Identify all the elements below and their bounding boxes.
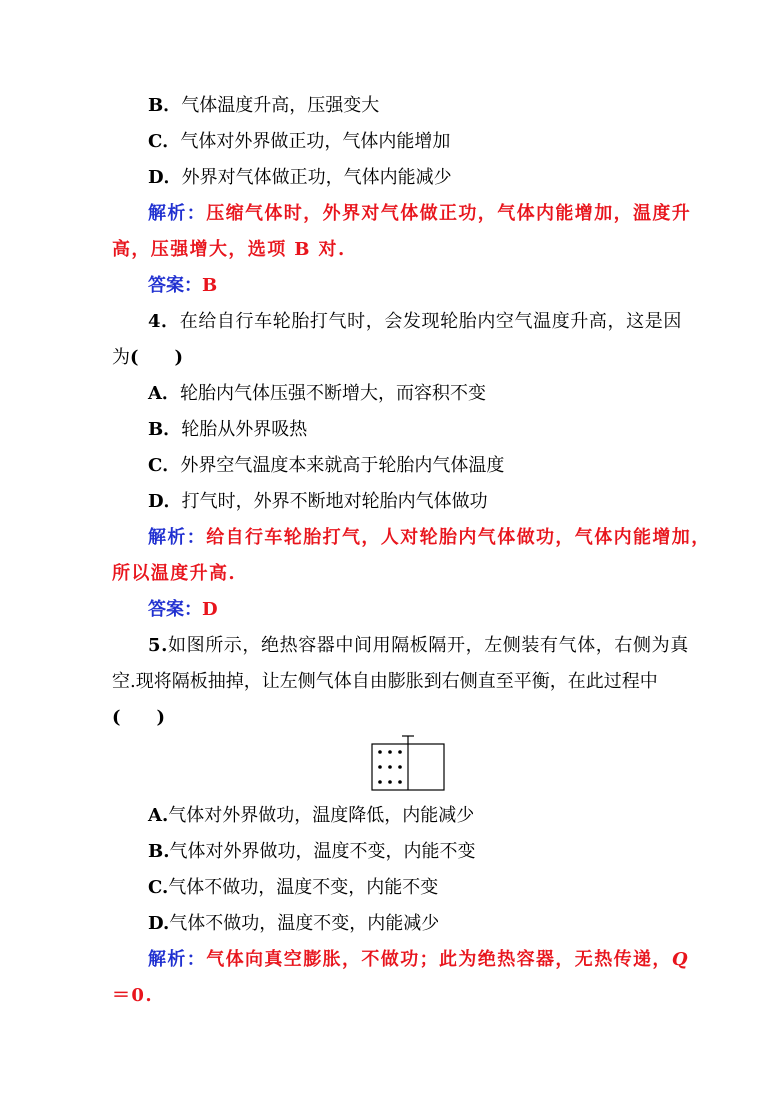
analysis-text: 压缩气体时，外界对气体做正功，气体内能增加，温度升 <box>206 203 692 224</box>
q4-analysis-line-2: 所以温度升高. <box>112 563 237 584</box>
option-text: 外界对气体做正功，气体内能减少 <box>181 167 452 188</box>
option-text: 气体对外界做正功，气体内能增加 <box>180 131 451 152</box>
q5-answer-blank: ( ) <box>112 707 166 728</box>
q5-stem-line-2: 空.现将隔板抽掉，让左侧气体自由膨胀到右侧直至平衡，在此过程中 <box>112 671 658 692</box>
q4-option-a <box>148 382 486 406</box>
q4-analysis-line-1 <box>148 526 711 550</box>
q5-option-c <box>148 876 438 900</box>
option-letter: B． <box>148 419 182 440</box>
analysis-label: 解析： <box>148 203 207 224</box>
option-text: 打气时，外界不断地对轮胎内气体做功 <box>181 491 488 512</box>
question-number: 4． <box>148 311 180 332</box>
q5-option-d <box>148 912 439 936</box>
insulated-container-diagram <box>368 732 458 794</box>
analysis-text: 给自行车轮胎打气，人对轮胎内气体做功，气体内能增加， <box>206 527 711 548</box>
option-letter: D． <box>148 167 182 188</box>
option-text: 轮胎从外界吸热 <box>181 419 308 440</box>
q4-option-b <box>148 418 307 442</box>
question-text: 在给自行车轮胎打气时，会发现轮胎内空气温度升高，这是因 <box>179 311 682 332</box>
q3-option-d <box>148 166 452 190</box>
q4-option-d <box>148 490 488 514</box>
q5-stem-line-1 <box>148 634 689 658</box>
option-letter: B. <box>148 841 170 862</box>
option-text: 外界空气温度本来就高于轮胎内气体温度 <box>180 455 505 476</box>
q3-analysis-line-2: 高，压强增大，选项 B 对. <box>112 239 346 260</box>
analysis-label: 解析： <box>148 949 207 970</box>
answer-blank: ( ) <box>130 347 184 368</box>
option-text: 气体对外界做功，温度不变，内能不变 <box>169 841 476 862</box>
option-text: 轮胎内气体压强不断增大，而容积不变 <box>179 383 486 404</box>
question-text: 为 <box>112 347 130 368</box>
q3-option-b <box>148 94 379 118</box>
q4-option-c <box>148 454 504 478</box>
q4-answer <box>148 598 218 622</box>
q3-option-c <box>148 130 450 154</box>
answer-label: 答案： <box>148 275 202 296</box>
answer-value: D <box>202 599 218 620</box>
option-text: 气体不做功，温度不变，内能不变 <box>168 877 439 898</box>
q5-option-b <box>148 840 475 864</box>
option-letter: D. <box>148 913 170 934</box>
option-letter: B． <box>148 95 182 116</box>
gas-molecules <box>378 750 402 784</box>
answer-value: B <box>202 275 218 296</box>
q4-stem-line-1 <box>148 310 682 334</box>
option-text: 气体对外界做功，温度降低，内能减少 <box>168 805 475 826</box>
q4-stem-line-2 <box>112 346 183 370</box>
option-letter: D． <box>148 491 182 512</box>
answer-label: 答案： <box>148 599 202 620</box>
heat-variable: Q <box>671 949 689 970</box>
analysis-text: 气体向真空膨胀，不做功；此为绝热容器，无热传递， <box>206 949 672 970</box>
option-text: 气体温度升高，压强变大 <box>181 95 380 116</box>
analysis-label: 解析： <box>148 527 207 548</box>
q5-analysis-line-2: ＝0. <box>112 985 153 1006</box>
q5-option-a <box>148 804 474 828</box>
q3-answer <box>148 274 217 298</box>
option-letter: C． <box>148 131 181 152</box>
question-text: 如图所示，绝热容器中间用隔板隔开，左侧装有气体，右侧为真 <box>168 635 689 656</box>
option-letter: A. <box>148 805 169 826</box>
question-number: 5. <box>148 635 168 656</box>
option-letter: C． <box>148 455 181 476</box>
option-letter: C. <box>148 877 169 898</box>
q5-analysis-line-1 <box>148 948 689 972</box>
q3-analysis-line-1 <box>148 202 691 226</box>
option-text: 气体不做功，温度不变，内能减少 <box>169 913 440 934</box>
option-letter: A． <box>148 383 180 404</box>
